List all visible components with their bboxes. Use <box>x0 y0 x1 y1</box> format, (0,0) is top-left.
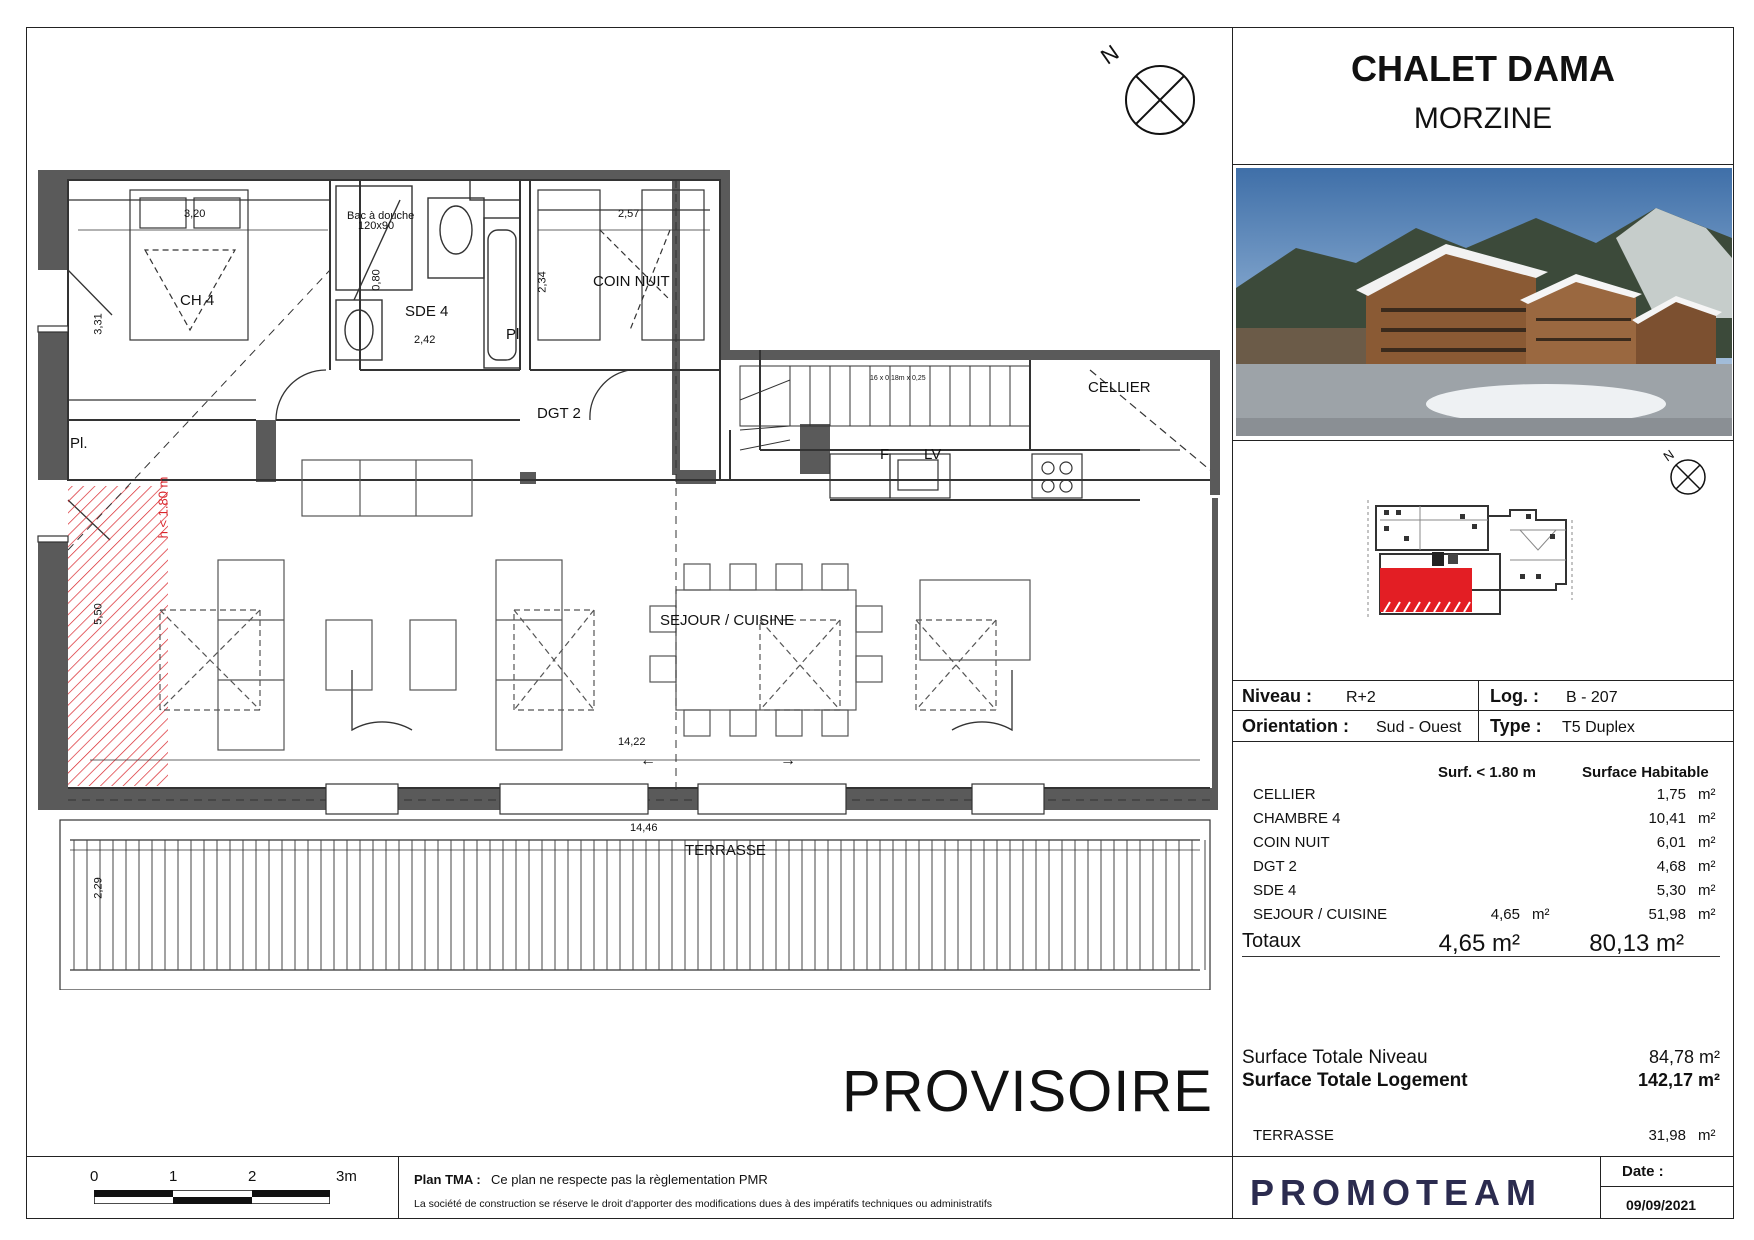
footer-divider <box>26 1156 1734 1157</box>
dim-257: 2,57 <box>618 208 640 220</box>
plan-tma-label: Plan TMA : <box>414 1172 481 1187</box>
date-label: Date : <box>1622 1163 1664 1180</box>
footer-scale-divider <box>398 1156 399 1219</box>
orientation-value: Sud - Ouest <box>1376 719 1462 736</box>
disclaimer-text: La société de construction se réserve le droit d'apporter des modifications dues à des impératifs techniques ou administratifs <box>414 1198 993 1210</box>
room-label-cellier: CELLIER <box>1088 379 1151 396</box>
dim-1446: 14,46 <box>630 822 658 834</box>
placard-label-1: Pl. <box>70 435 88 452</box>
total-logement-value: 142,17 m² <box>1637 1070 1720 1090</box>
project-location: MORZINE <box>1413 102 1553 135</box>
provisoire-stamp: PROVISOIRE <box>842 1059 1213 1124</box>
room-label-sejour: SEJOUR / CUISINE <box>660 612 795 629</box>
surface-row-name: DGT 2 <box>1253 858 1297 875</box>
dim-550: 5,50 <box>92 603 105 625</box>
surface-row-name: COIN NUIT <box>1253 834 1330 851</box>
keyplan-compass-icon <box>1666 455 1710 504</box>
arrow-right-icon: → <box>780 752 796 769</box>
col-header-hab: Surface Habitable <box>1582 764 1709 781</box>
surface-row-low: 4,65 <box>1490 906 1520 923</box>
surface-row-hab: 5,30 <box>1656 882 1686 899</box>
surface-row-unit: m² <box>1698 810 1716 827</box>
room-label-ch4: CH 4 <box>180 292 215 309</box>
surface-row-hab: 1,75 <box>1656 786 1686 803</box>
dim-1422: 14,22 <box>618 736 646 748</box>
building-photo <box>1236 168 1732 436</box>
info-bottom-divider <box>1232 741 1734 742</box>
date-divider <box>1600 1186 1734 1187</box>
height-note: h < 1.80 m <box>155 476 171 539</box>
niveau-label: Niveau : <box>1242 686 1313 706</box>
log-label: Log. : <box>1490 686 1539 706</box>
floor-plan <box>30 30 1220 995</box>
compass-label: N <box>1095 39 1124 70</box>
niveau-value: R+2 <box>1346 689 1376 706</box>
scale-label-3: 3m <box>336 1168 357 1185</box>
keyplan-divider <box>1232 680 1734 681</box>
plan-tma-text: Ce plan ne respecte pas la règlementation PMR <box>491 1172 768 1187</box>
surface-row-unit: m² <box>1698 882 1716 899</box>
date-value: 09/09/2021 <box>1626 1197 1697 1213</box>
dim-234: 2,34 <box>536 271 549 293</box>
dim-242: 2,42 <box>414 334 436 346</box>
surface-row-hab: 51,98 <box>1648 906 1686 923</box>
fridge-label: F <box>880 446 890 463</box>
key-plan <box>1360 490 1600 635</box>
surface-row-unit: m² <box>1698 906 1716 923</box>
dim-229: 2,29 <box>92 877 105 899</box>
terrasse-value: 31,98 <box>1648 1127 1686 1144</box>
surface-row-unit: m² <box>1698 858 1716 875</box>
surface-row-unit: m² <box>1698 834 1716 851</box>
total-niveau-label: Surface Totale Niveau <box>1242 1047 1428 1068</box>
type-value: T5 Duplex <box>1562 719 1635 736</box>
photo-divider <box>1232 440 1734 441</box>
col-header-low: Surf. < 1.80 m <box>1438 764 1536 781</box>
dim-320: 3,20 <box>184 208 206 220</box>
totaux-hab: 80,13 m² <box>1589 930 1684 957</box>
surface-row-name: CELLIER <box>1253 786 1316 803</box>
surface-row-name: CHAMBRE 4 <box>1253 810 1341 827</box>
scale-label-0: 0 <box>90 1168 99 1185</box>
keyplan-compass-label: N <box>1660 446 1677 465</box>
room-label-coin-nuit: COIN NUIT <box>593 273 670 290</box>
room-label-dgt2: DGT 2 <box>537 405 581 422</box>
surface-row-unit: m² <box>1698 786 1716 803</box>
totaux-label: Totaux <box>1242 930 1301 952</box>
dim-080: 0,80 <box>370 269 383 291</box>
shower-note-1: Bac à douche <box>347 210 415 222</box>
sidebar-divider <box>1232 27 1233 1219</box>
info-row-divider <box>1232 710 1734 711</box>
terrasse-label: TERRASSE <box>1253 1127 1334 1144</box>
stair-note: 16 x 0,18m x 0,25 <box>870 375 926 382</box>
surface-row-hab: 4,68 <box>1656 858 1686 875</box>
totaux-low: 4,65 m² <box>1438 930 1520 957</box>
surface-row-hab: 6,01 <box>1656 834 1686 851</box>
dishwasher-label: LV <box>924 446 942 463</box>
shower-note-2: 120x90 <box>358 220 395 232</box>
log-value: B - 207 <box>1566 689 1618 706</box>
type-label: Type : <box>1490 716 1542 736</box>
dim-331: 3,31 <box>92 313 105 335</box>
scale-bar <box>94 1190 330 1209</box>
footer-date-divider <box>1600 1156 1601 1219</box>
info-col-divider <box>1478 680 1479 741</box>
surface-row-name: SDE 4 <box>1253 882 1297 899</box>
scale-label-2: 2 <box>248 1168 257 1185</box>
scale-label-1: 1 <box>169 1168 178 1185</box>
room-label-terrasse: TERRASSE <box>685 842 766 859</box>
room-label-sde4: SDE 4 <box>405 303 449 320</box>
arrow-left-icon: ← <box>640 752 656 769</box>
surface-row-name: SEJOUR / CUISINE <box>1253 906 1388 923</box>
orientation-label: Orientation : <box>1242 716 1349 736</box>
project-title: CHALET DAMA <box>1351 48 1615 89</box>
brand-logo: PROMOTEAM <box>1250 1172 1542 1213</box>
terrasse-unit: m² <box>1698 1127 1716 1144</box>
surface-row-low-unit: m² <box>1532 906 1550 923</box>
surface-row-hab: 10,41 <box>1648 810 1686 827</box>
total-logement-label: Surface Totale Logement <box>1242 1070 1468 1091</box>
title-divider <box>1232 164 1734 165</box>
total-niveau-value: 84,78 m² <box>1648 1047 1720 1067</box>
placard-label-2: Pl <box>506 326 520 343</box>
